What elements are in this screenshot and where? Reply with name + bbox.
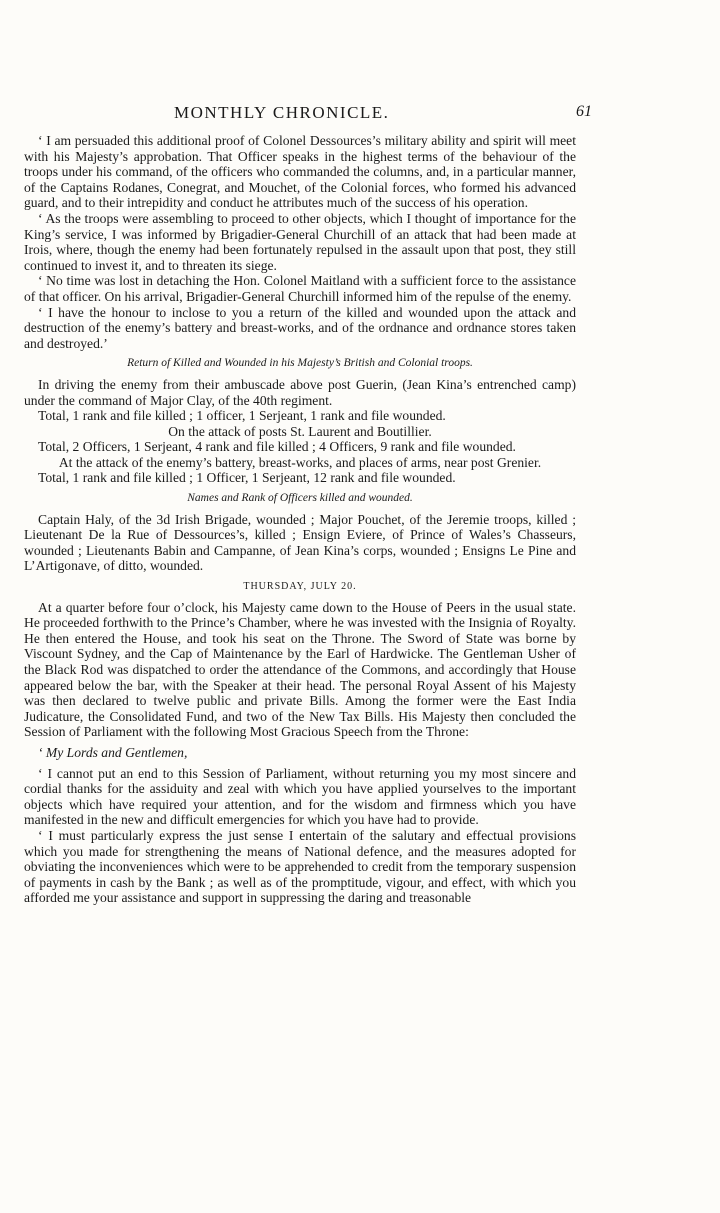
officers-heading: Names and Rank of Officers killed and wounded. [187,492,413,505]
return-line-st-laurent: On the attack of posts St. Laurent and Boutillier. [168,423,432,439]
return-total-1: Total, 1 rank and file killed ; 1 officer, 1 Serjeant, 1 rank and file wounded. [38,408,446,424]
return-total-2: Total, 2 Officers, 1 Serjeant, 4 rank and file killed ; 4 Officers, 9 rank and file wounded. [38,439,516,455]
page-body [24,133,576,906]
letter-paragraph-2: ‘ As the troops were assembling to proceed to other objects, which I thought of importance for the King’s service, I was informed by Brigadier-General Churchill of an attack that had been made at Irois, where, though the enemy had been fortunately repulsed in the assault upon that post, they still continued to invest it, and to threaten its siege. [24,210,576,273]
page-header [24,103,592,125]
letter-paragraph-1: ‘ I am persuaded this additional proof of Colonel Dessources’s military ability and spirit will meet with his Majesty’s approbation. That Officer speaks in the highest terms of the behaviour of the troops under his command, of the officers who commanded the columns, and, in a particular manner, of the Captains Rodanes, Conegrat, and Mouchet, of the Colonial forces, who formed his advanced guard, and to their intrepidity and conduct he attributes much of the success of his operation. [24,133,576,211]
return-line-grenier: At the attack of the enemy’s battery, breast-works, and places of arms, near post Grenier. [58,454,542,470]
return-heading: Return of Killed and Wounded in his Majesty’s British and Colonial troops. [127,357,473,370]
speech-salutation: ‘ My Lords and Gentlemen, [38,744,188,760]
return-total-3: Total, 1 rank and file killed ; 1 Officer, 1 Serjeant, 12 rank and file wounded. [38,470,456,486]
letter-paragraph-4: ‘ I have the honour to inclose to you a return of the killed and wounded upon the attack and destruction of the enemy’s battery and breast-works, and of the ordnance and ordnance stores taken and destroyed.’ [24,304,576,351]
speech-paragraph-2: ‘ I must particularly express the just sense I entertain of the salutary and effectual provisions which you made for strengthening the means of National defence, and the measures adopted for obviating the inconveniences which were to be apprehended to credit from the temporary suspension of payments in cash by the Bank ; as well as of the promptitude, vigour, and effect, with which you afforded me your assistance and support in suppressing the daring and treasonable [24,827,576,906]
thursday-paragraph-1: At a quarter before four o’clock, his Majesty came down to the House of Peers in the usual state. He proceeded forthwith to the Prince’s Chamber, where he was invested with the Insignia of Royalty. He then entered the House, and took his seat on the Throne. The Sword of State was borne by Viscount Sydney, and the Cap of Maintenance by the Earl of Hardwicke. The Gentleman Usher of the Black Rod was dispatched to order the attendance of the Commons, and accordingly that House appeared below the bar, with the Speaker at their head. The personal Royal Assent of his Majesty was then declared to twelve public and private Bills. Among the former were the East India Judicature, the Consolidated Fund, and two of the New Tax Bills. His Majesty then concluded the Session of Parliament with the following Most Gracious Speech from the Throne: [24,599,576,740]
letter-paragraph-3: ‘ No time was lost in detaching the Hon. Colonel Maitland with a sufficient force to the assistance of that officer. On his arrival, Brigadier-General Churchill informed him of the repulse of the enemy. [24,273,576,304]
dateline: THURSDAY, JULY 20. [243,581,357,593]
officers-list: Captain Haly, of the 3d Irish Brigade, wounded ; Major Pouchet, of the Jeremie troops, killed ; Lieutenant De la Rue of Dessources’s, killed ; Ensign Eviere, of Prince of Wales’s Chasseurs, wounded ; Lieutenants Babin and Campanne, of Jean Kina’s corps, wounded ; Ensigns Le Pine and L’Artigonave, of ditto, wounded. [24,511,576,574]
page-number: 61 [576,103,592,120]
running-title: MONTHLY CHRONICLE. [174,103,390,122]
return-line-guerin: In driving the enemy from their ambuscade above post Guerin, (Jean Kina’s entrenched camp) under the command of Major Clay, of the 40th regiment. [24,376,576,408]
speech-paragraph-1: ‘ I cannot put an end to this Session of Parliament, without returning you my most sincere and cordial thanks for the assiduity and zeal with which you have applied yourselves to the important objects which have required your attention, and for the wisdom and firmness which you have manifested in the new and difficult emergencies for which you have had to provide. [24,765,576,828]
